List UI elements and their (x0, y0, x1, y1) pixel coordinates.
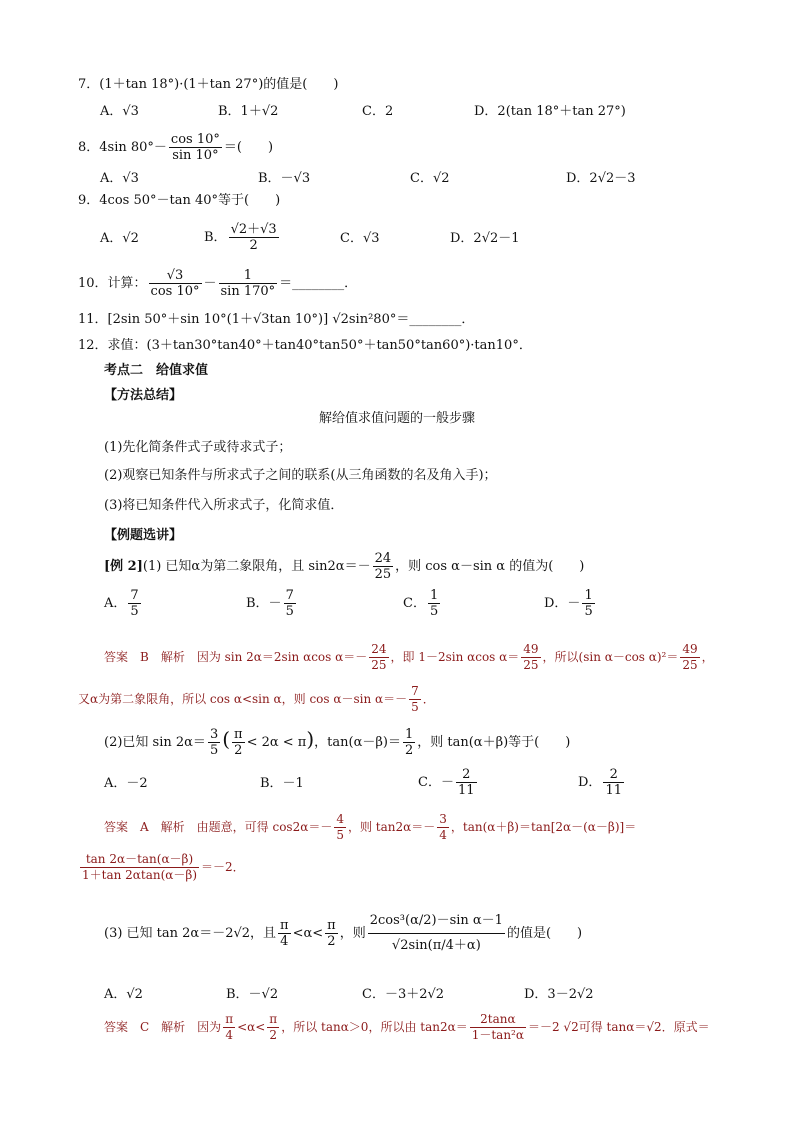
q7-option-d: D．2(tan 18°＋tan 27°) (474, 104, 626, 119)
ex2-1-ans-frac-5 (409, 684, 421, 715)
ex2-2-ans-text-1: 答案 A 解析 由题意，可得 cos2α＝－ (104, 820, 333, 834)
ex2-1-b-num: 7 (285, 588, 294, 603)
q7-stem: 7．(1＋tan 18°)·(1＋tan 27°)的值是( ) (78, 77, 339, 92)
ex2-2-num-1: 3 (209, 727, 219, 742)
ex2-2-option-d (578, 764, 626, 802)
ex2-2-ans-frac-4 (80, 852, 199, 883)
q9-option-b-fraction (229, 222, 279, 253)
ex2-2-den-1: 5 (209, 743, 219, 758)
ex2-1-d-frac (582, 588, 594, 619)
q10-den-1: cos 10° (150, 284, 200, 299)
ex2-2-stem (104, 720, 570, 762)
ex2-3-frac-2 (325, 918, 338, 949)
q9-option-c: C．√3 (340, 231, 380, 246)
ex2-2-paren-open: ( (222, 727, 231, 751)
ex2-2-option-c (418, 764, 479, 802)
ex2-3-stem-b: ，则 (339, 926, 366, 941)
q10-stem (78, 264, 357, 304)
q9-b-num: √2＋√3 (230, 222, 277, 237)
ex2-1-ans-text-3: ，所以(sin α－cos α)²＝ (542, 650, 679, 664)
ex2-1-ans-frac-1 (369, 642, 388, 673)
q8-fraction-num: cos 10° (170, 132, 220, 147)
ex2-3-option-c: C．－3＋2√2 (362, 987, 445, 1002)
ex2-1-option-c (403, 586, 442, 622)
ex2-1-ans-frac-2 (521, 642, 540, 673)
ex2-1-ans-text-1: 答案 B 解析 因为 sin 2α＝2sin αcos α＝－ (104, 650, 368, 664)
ex2-3-stem (104, 904, 582, 964)
ex2-1-option-d (544, 586, 597, 622)
q7-option-b: B．1＋√2 (218, 104, 279, 119)
ex2-1-c-pre: C． (403, 596, 426, 611)
ex2-3-ans-lt: <α< (237, 1020, 266, 1034)
ex2-2-den-2: 2 (404, 743, 414, 758)
q10-num-2: 1 (219, 268, 278, 284)
ex2-2-ans-text-3: ，tan(α＋β)＝tan[2α－(α－β)]＝ (450, 820, 637, 834)
ex2-1-ans-text-2: ，即 1－2sin αcos α＝ (390, 650, 520, 664)
ex2-3-den-1: 4 (280, 934, 289, 949)
ex2-1-c-frac (428, 588, 440, 619)
ex2-3-ans-num-2: π (269, 1012, 278, 1026)
q9-option-b (204, 214, 281, 262)
q7-option-a: A．√3 (100, 104, 139, 119)
ex2-2-option-b: B．－1 (260, 776, 304, 791)
ex2-1-stem (104, 548, 584, 586)
q10-num-1: √3 (149, 268, 202, 284)
ex2-3-ans-num-1: π (225, 1012, 234, 1026)
ex2-1-d-pre: D．－ (544, 596, 581, 611)
ex2-1-ans-den-3: 25 (682, 658, 698, 672)
ex2-2-option-a: A．－2 (104, 776, 148, 791)
ex2-2-d-den: 11 (605, 783, 622, 798)
ex2-2-c-pre: C．－ (418, 775, 454, 790)
ex2-label: [例 2] (104, 559, 143, 574)
ex2-1-answer-line-2 (78, 680, 435, 718)
ex2-3-lt: <α< (292, 926, 324, 941)
ex2-1-b-frac (284, 588, 296, 619)
ex2-2-c-den: 11 (457, 783, 475, 798)
q12-stem: 12．求值：(3＋tan30°tan40°＋tan40°tan50°＋tan50°tan60°)·tan10°． (78, 338, 532, 353)
ex2-2-pi-frac (232, 727, 245, 758)
ex2-1-a-num: 7 (130, 588, 139, 603)
ex2-2-frac-2 (403, 727, 415, 758)
q8-suffix: ＝( ) (223, 140, 274, 155)
q9-option-d: D．2√2－1 (450, 231, 520, 246)
ex2-2-d-pre: D． (578, 775, 602, 790)
ex2-2-ans-den-1: 5 (336, 828, 344, 842)
ex2-2-stem-b: ，tan(α－β)＝ (314, 735, 401, 750)
ex2-3-ans-text-2: ，所以 tanα＞0，所以由 tan2α＝ (281, 1020, 468, 1034)
ex2-1-ans-num-1: 24 (371, 642, 387, 656)
ex2-2-ans-num-1: 4 (336, 812, 344, 826)
q8-fraction (169, 132, 222, 163)
q11-stem: 11．[2sin 50°＋sin 10°(1＋√3tan 10°)] √2sin²80°＝________． (78, 312, 475, 327)
ex2-2-c-frac (456, 767, 477, 798)
ex2-1-ans-den-1: 25 (371, 658, 387, 672)
ex2-2-ans-den-2: 4 (439, 828, 447, 842)
ex2-1-num: 24 (374, 551, 392, 566)
ex2-1-answer-line-1 (104, 638, 714, 676)
ex2-1-a-frac (128, 588, 140, 619)
ex2-1-ans-text-6: ． (422, 692, 435, 706)
q7-option-c: C．2 (362, 104, 394, 119)
ex2-1-ans-text-5: 又α为第二象限角，所以 cos α<sin α，则 cos α－sin α＝－ (78, 692, 408, 706)
examples-heading: 【例题选讲】 (104, 528, 183, 543)
q10-prefix: 10．计算： (78, 276, 147, 291)
ex2-1-stem-b: ，则 cos α－sin α 的值为( ) (395, 559, 585, 574)
ex2-2-stem-c: ，则 tan(α＋β)等于( ) (417, 735, 571, 750)
ex2-2-ans-frac-1 (334, 812, 346, 843)
ex2-3-ans-frac-3 (470, 1012, 526, 1043)
ex2-3-big-den: √2sin(π/4＋α) (391, 938, 481, 953)
ex2-3-ans-den-2: 2 (269, 1028, 278, 1042)
ex2-3-ans-text-1: 答案 C 解析 因为 (104, 1020, 222, 1034)
ex2-3-big-frac (368, 909, 505, 958)
ex2-1-den: 25 (374, 567, 392, 582)
ex2-1-a-den: 5 (130, 604, 139, 619)
q8-prefix: 8．4sin 80°－ (78, 140, 167, 155)
q9-option-b-prefix: B． (204, 230, 227, 245)
q9-option-a: A．√2 (100, 231, 139, 246)
ex2-3-option-b: B．－√2 (226, 987, 279, 1002)
ex2-1-ans-num-5: 7 (411, 684, 419, 698)
ex2-2-num-2: 1 (404, 727, 414, 742)
ex2-1-ans-num-3: 49 (682, 642, 698, 656)
q10-fraction-1 (149, 268, 202, 299)
ex2-3-big-num: 2cos³(α/2)－sin α－1 (368, 909, 505, 934)
ex2-3-option-a: A．√2 (104, 987, 143, 1002)
ex2-1-ans-den-5: 5 (411, 700, 419, 714)
ex2-3-frac-1 (278, 918, 291, 949)
ex2-2-d-frac (603, 767, 624, 798)
ex2-2-answer-line-2 (78, 848, 245, 886)
step-1: (1)先化简条件式子或待求式子； (104, 440, 292, 455)
step-2: (2)观察已知条件与所求式子之间的联系(从三角函数的名及角入手)； (104, 468, 497, 483)
ex2-2-d-num: 2 (603, 767, 624, 783)
ex2-2-ans-num-4: tan 2α－tan(α－β) (80, 852, 199, 868)
q8-option-a: A．√3 (100, 171, 139, 186)
ex2-3-option-d: D．3－2√2 (524, 987, 594, 1002)
ex2-2-stem-a: (2)已知 sin 2α＝ (104, 735, 206, 750)
ex2-1-ans-den-2: 25 (523, 658, 539, 672)
ex2-3-ans-text-3: ＝－2 √2可得 tanα＝√2．原式＝ (527, 1020, 710, 1034)
ex2-2-ans-frac-2 (437, 812, 449, 843)
q8-stem (78, 130, 273, 166)
ex2-3-num-2: π (327, 918, 336, 933)
ex2-1-fraction (373, 551, 394, 582)
ex2-2-mid: < 2α < π (246, 735, 307, 750)
q8-option-d: D．2√2－3 (566, 171, 636, 186)
ex2-1-d-den: 5 (584, 604, 593, 619)
ex2-3-den-2: 2 (327, 934, 336, 949)
ex2-1-d-num: 1 (584, 588, 593, 603)
ex2-1-stem-a: (1) 已知α为第二象限角，且 sin2α＝－ (142, 559, 371, 574)
ex2-2-paren-close: ) (306, 727, 315, 751)
ex2-2-ans-text-5: ＝－2． (201, 860, 245, 874)
ex2-1-option-a (104, 586, 143, 622)
ex2-2-pi-den: 2 (234, 743, 243, 758)
q10-suffix: ＝________． (279, 276, 358, 291)
ex2-2-ans-den-4: 1＋tan 2αtan(α－β) (82, 868, 198, 882)
ex2-1-b-pre: B．－ (246, 596, 282, 611)
ex2-3-ans-den-1: 4 (225, 1028, 233, 1042)
ex2-2-frac-1 (208, 727, 220, 758)
ex2-2-answer-line-1 (104, 808, 636, 846)
ex2-3-num-1: π (280, 918, 289, 933)
steps-title: 解给值求值问题的一般步骤 (318, 411, 475, 426)
q10-minus: － (203, 276, 217, 291)
ex2-1-b-den: 5 (285, 604, 294, 619)
ex2-3-stem-c: 的值是( ) (506, 926, 583, 941)
method-summary-heading: 【方法总结】 (104, 388, 183, 403)
ex2-3-ans-den-3: 1－tan²α (471, 1028, 524, 1042)
q8-fraction-den: sin 10° (172, 148, 219, 163)
ex2-1-c-num: 1 (429, 588, 439, 603)
ex2-2-ans-text-2: ，则 tan2α＝－ (347, 820, 436, 834)
ex2-3-stem-a: (3) 已知 tan 2α＝－2√2，且 (104, 926, 277, 941)
q10-fraction-2 (219, 268, 278, 299)
ex2-2-c-num: 2 (456, 767, 477, 783)
ex2-1-ans-text-4: ， (701, 650, 714, 664)
section-title: 考点二 给值求值 (104, 363, 209, 378)
q9-b-den: 2 (249, 238, 258, 253)
q9-stem: 9．4cos 50°－tan 40°等于( ) (78, 193, 281, 208)
ex2-3-ans-frac-2 (267, 1012, 279, 1043)
ex2-3-answer-line-1 (104, 1008, 710, 1046)
q8-option-b: B．－√3 (258, 171, 311, 186)
ex2-1-option-b (246, 586, 298, 622)
step-3: (3)将已知条件代入所求式子，化简求值． (104, 498, 344, 513)
ex2-3-ans-frac-1 (223, 1012, 235, 1043)
ex2-1-ans-num-2: 49 (523, 642, 539, 656)
ex2-2-pi-num: π (234, 727, 243, 742)
ex2-1-a-pre: A． (104, 596, 127, 611)
ex2-1-ans-frac-3 (680, 642, 699, 673)
ex2-2-ans-num-2: 3 (439, 812, 447, 826)
ex2-3-ans-num-3: 2tanα (470, 1012, 526, 1028)
q10-den-2: sin 170° (220, 284, 276, 299)
ex2-1-c-den: 5 (429, 604, 439, 619)
q8-option-c: C．√2 (410, 171, 450, 186)
